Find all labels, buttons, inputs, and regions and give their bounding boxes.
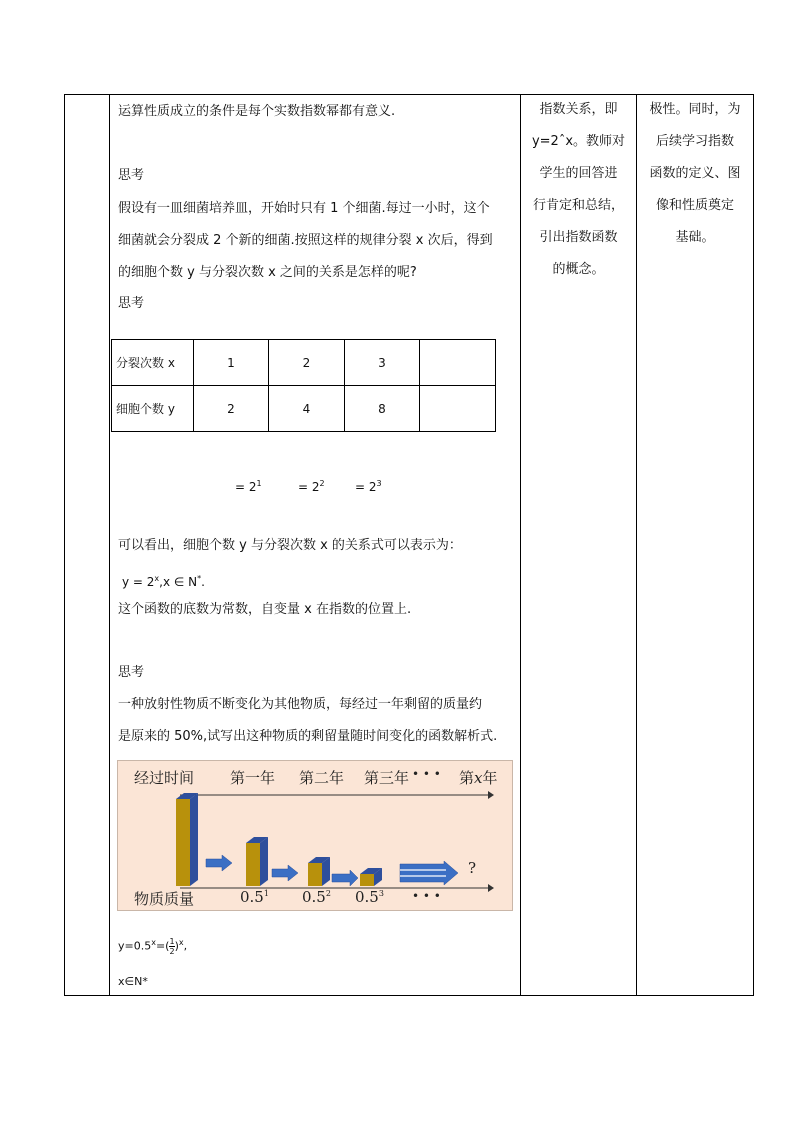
think-heading-1: 思考: [118, 168, 145, 183]
bar-4: [360, 874, 374, 886]
table-cell: [420, 386, 496, 432]
table-cell: 1: [194, 340, 269, 386]
intent-text-line-4: 像和性质奠定: [655, 198, 734, 213]
mass-value-3: $0.5^3$: [355, 888, 384, 906]
year-1-label: 第一年: [230, 769, 276, 787]
power-2-2: = $2^2$: [298, 479, 325, 494]
radioactive-paragraph-line-1: 一种放射性物质不断变化为其他物质，每经过一年剩留的质量约: [118, 697, 483, 712]
table-cell: 4: [269, 386, 345, 432]
think-heading-3: 思考: [118, 665, 145, 680]
teacher-text-line-3: 学生的回答进: [539, 166, 618, 181]
question-mark: ?: [468, 859, 477, 877]
teacher-activity-column: [521, 94, 636, 286]
table-row: [112, 386, 496, 432]
arrow-3: [332, 870, 358, 886]
teacher-text-line-4: 行肯定和总结，: [532, 198, 624, 213]
teacher-text-line-2: y=2ˆx。教师对: [531, 134, 626, 149]
table-row: [112, 340, 496, 386]
mass-axis-arrowhead: [488, 884, 494, 892]
time-axis-arrowhead: [488, 791, 494, 799]
design-intent-column: [637, 94, 753, 254]
intent-text-line-3: 函数的定义、图: [649, 166, 741, 181]
arrow-2: [272, 865, 298, 881]
ellipsis-dots: • • •: [412, 767, 441, 781]
bar-1-side: [190, 793, 198, 886]
power-2-3: = $2^3$: [355, 479, 382, 494]
mass-label: 物质质量: [134, 890, 195, 908]
table-cell: 2: [269, 340, 345, 386]
think-heading-2: 思考: [118, 296, 145, 311]
row-label-split-count: 分裂次数 x: [112, 340, 194, 386]
teacher-text-line-5: 引出指数函数: [539, 230, 618, 245]
formula-domain: x∈N*: [118, 975, 148, 988]
radioactive-paragraph-line-2: 是原来的 50%,试写出这种物质的剩留量随时间变化的函数解析式.: [118, 729, 498, 744]
teacher-text-line-1: 指数关系，即: [539, 102, 618, 117]
intent-text-line-5: 基础。: [675, 230, 715, 245]
bacteria-paragraph-line-3: 的细胞个数 y 与分裂次数 x 之间的关系是怎样的呢?: [118, 265, 417, 280]
time-label: 经过时间: [134, 769, 195, 787]
table-cell: [420, 340, 496, 386]
table-cell: 8: [345, 386, 420, 432]
year-x-label: 第x年: [459, 769, 498, 787]
intent-text-line-2: 后续学习指数: [655, 134, 734, 149]
arrow-continuation: [400, 861, 458, 885]
bar-1: [176, 799, 190, 886]
mass-ellipsis: • • •: [412, 889, 441, 903]
mass-value-1: $0.5^1$: [240, 888, 269, 906]
year-2-label: 第二年: [299, 769, 345, 787]
formula-decay: $y=0.5^x=$( $\frac{1}{2}$ )$^x$,: [118, 937, 188, 957]
row-label-cell-count: 细胞个数 y: [112, 386, 194, 432]
power-2-1: = $2^1$: [235, 479, 262, 494]
arrow-1: [206, 855, 232, 871]
relation-text: 可以看出，细胞个数 y 与分裂次数 x 的关系式可以表示为：: [118, 538, 462, 553]
year-3-label: 第三年: [364, 769, 410, 787]
bacteria-paragraph-line-2: 细菌就会分裂成 2 个新的细菌.按照这样的规律分裂 x 次后，得到: [118, 233, 493, 248]
decay-figure: [117, 760, 513, 911]
mass-value-2: $0.5^2$: [302, 888, 331, 906]
teacher-text-line-6: 的概念。: [552, 262, 605, 277]
split-table: [111, 339, 496, 432]
bar-2: [246, 843, 260, 886]
table-cell: 3: [345, 340, 420, 386]
base-constant-text: 这个函数的底数为常数，自变量 x 在指数的位置上.: [118, 602, 412, 617]
formula-exponential: $y = 2^x,x$ ∈ N*.: [122, 574, 205, 589]
table-cell: 2: [194, 386, 269, 432]
intent-text-line-1: 极性。同时，为: [649, 102, 741, 117]
condition-text: 运算性质成立的条件是每个实数指数幂都有意义.: [118, 104, 396, 119]
column-divider-1: [109, 94, 110, 996]
bar-3: [308, 863, 322, 886]
bar-2-side: [260, 837, 268, 886]
bacteria-paragraph-line-1: 假设有一皿细菌培养皿，开始时只有 1 个细菌.每过一小时，这个: [118, 201, 490, 216]
